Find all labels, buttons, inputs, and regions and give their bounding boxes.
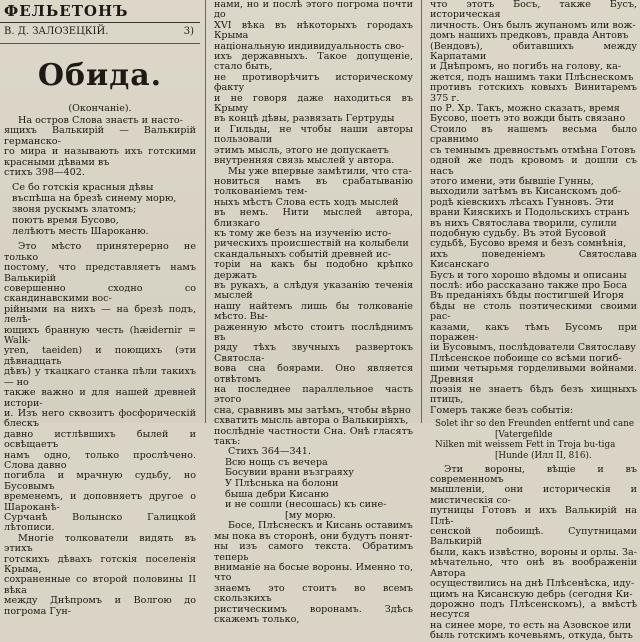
- quote-line: Nilken mit weissem Fett in Troja bu-tiga: [435, 440, 616, 451]
- homer-quote: [427, 419, 640, 461]
- text-line: и не говоря даже находиться въ Крыму: [214, 92, 413, 115]
- text-line: врани Кияскихъ и Подольскихъ странъ: [430, 207, 630, 219]
- text-line: на последнее параллельное часть этого: [214, 384, 413, 406]
- text-line: казами, какъ тѣмъ Бусомъ при поражен-: [430, 321, 637, 343]
- text-line: этого имени, эти бывшіе Гунны,: [430, 175, 594, 187]
- column-1-body: [0, 242, 200, 617]
- text-line: го мира и называють ихъ готскими красными дѣвами въ: [4, 146, 196, 168]
- text-line: въ рукахъ, а слѣдуя указанію теченія мыслей: [214, 279, 413, 302]
- text-line: временемъ, и доповняетъ другое о Шароканѣ-: [4, 491, 196, 513]
- text-line: осуществились на днѣ Плѣсенѣска, иду-: [430, 578, 635, 590]
- text-line: что этотъ Босъ, также Бусъ, историческая: [430, 0, 637, 21]
- text-line: раженную мѣсто стоитъ послѣднимъ въ: [214, 321, 413, 343]
- text-line: послѣдніе частности Сна. Онѣ гласятъ такъ:: [214, 425, 413, 448]
- column-1-text: [0, 116, 200, 178]
- text-line: поэзія не знаетъ бѣдъ безъ хищныхъ птицъ,: [430, 384, 637, 406]
- section-masthead: ФЕЛЬЕТОНЪ: [0, 0, 200, 23]
- text-line: домъ нашихъ предковъ, правда Антовъ: [430, 30, 629, 42]
- text-line: бѣды не столь поэтическими своими рас-: [430, 300, 637, 323]
- text-line: На остров Слова знаєть и насто-: [18, 115, 183, 126]
- text-line: торіи на какъ бы подобно крѣпко держать: [214, 259, 413, 281]
- text-line: Стоило въ нашемъ весьма было сравнимо: [430, 123, 637, 146]
- text-line: Стихъ 364—341.: [228, 446, 311, 458]
- text-line: мѣчательно, что онѣ въ воображеніи Автора: [430, 557, 637, 579]
- text-line: путницы Готовъ и ихъ Валькирій на Плѣ-: [430, 505, 637, 527]
- text-line: родѣ кіевскихъ лѣсахъ Гунновъ. Эти: [430, 196, 614, 208]
- text-line: и Гильды, не чтобы наши авторы пользовали: [214, 123, 413, 146]
- text-line: вова сна боярами. Оно является отвѣтомъ: [214, 363, 413, 385]
- text-line: судьбѣ, Бусово время и безъ сомнѣнія,: [430, 238, 627, 250]
- text-line: мы пока въ сторонѣ, они будутъ понят-: [214, 530, 413, 542]
- text-line: выходили затѣмъ въ Кисанскомъ доб-: [430, 186, 622, 198]
- quote-line-tag: [Vatergefilde: [495, 429, 553, 440]
- text-line: сенской побоищѣ. Супутницами Валькирій: [430, 526, 637, 548]
- text-line: (Вендовъ), обитавшихъ между Карпатами: [430, 40, 637, 63]
- column-2-body: [211, 0, 416, 458]
- text-line: іи Бусовымъ, послѣдователи Святославу: [430, 342, 636, 354]
- column-3-body: [427, 0, 640, 416]
- verse-line: быша дебри Кисаню: [225, 488, 329, 500]
- verse-line: лелѣютъ месть Шароканю.: [12, 225, 149, 237]
- text-line: подобную судьбу. Въ этой Бусовой: [430, 227, 607, 239]
- text-line: ихъ поведеніемъ Святослава Кисанскаго: [430, 248, 637, 271]
- column-1: [0, 0, 200, 617]
- text-line: Босе, Плѣснескъ и Кисань оставимъ: [228, 520, 413, 532]
- text-line: Гомеръ также безъ событія:: [430, 404, 574, 416]
- text-line: Это мѣсто принятерерно не только: [4, 241, 196, 263]
- column-rule: [421, 0, 422, 423]
- text-line: жется, подъ нашимъ таки Плѣснескомъ: [430, 71, 634, 83]
- text-line: не противорѣчитъ историческому факту: [214, 71, 413, 94]
- text-line: ющихъ бранную честь (hæidernir = Walk-: [4, 324, 196, 347]
- text-line: Мы уже впервые замѣтили, что ста-: [228, 165, 412, 177]
- text-line: были, какъ извѣстно, вороны и орлы. За-: [430, 546, 637, 558]
- text-line: давно истлѣвшихъ былей и освѣщаетъ: [4, 428, 196, 451]
- verse-line: Всю нощь съ вечера: [225, 456, 328, 468]
- text-line: скандальныхъ событій древней ис-: [214, 248, 392, 260]
- text-line: быль готскимъ кочевьямъ, откуда, быть: [430, 630, 633, 642]
- text-line: національную индивидуальность сво-: [214, 40, 405, 52]
- text-line: XVI вѣка въ нѣкоторыхъ городахъ Крыма: [214, 19, 413, 42]
- text-line: Бусъ и того хорошо вѣдомы и описаны: [430, 269, 627, 281]
- text-line: рійными на нихъ — на брезѣ подъ, лелѣ-: [4, 303, 196, 326]
- article-subtitle: (Окончаніе).: [68, 103, 132, 114]
- text-line: дорожно подъ Плѣсенскомъ), а вмѣстѣ несутся: [430, 598, 637, 621]
- text-line: ныхъ мѣстъ Слова есть ходъ мыслей: [214, 196, 399, 208]
- verse-quote: [211, 458, 416, 522]
- text-line: щимъ на Кисанскую дебрь (сегодня Ки-: [430, 588, 633, 600]
- byline: [0, 23, 200, 44]
- text-line: одной же подъ кровомъ и дошли съ насъ: [430, 155, 637, 177]
- verse-line: поютъ время Бусово,: [12, 214, 119, 226]
- installment-number: 3): [183, 26, 194, 37]
- text-line: Эти вороны, вѣщіе и въ современномъ: [430, 463, 637, 486]
- author-name: В. Д. ЗАЛОЗЕЦКІЙ.: [4, 26, 109, 37]
- text-line: нами, но и послѣ этого погрома почти до: [214, 0, 413, 21]
- text-line: съ темнымъ древностьмъ отмѣна Готовъ: [430, 144, 636, 156]
- text-line: сохраненные со второй половины II вѣка: [4, 574, 196, 596]
- text-line: въ концѣ дѣвы, развязать Гертруды: [214, 113, 395, 125]
- text-line: нашу найтемъ лишь бы толкованіе мѣсто. Вы-: [214, 300, 413, 323]
- article-title: Обида.: [37, 58, 163, 93]
- text-line: послѣ: ибо рассказано также про Боса: [430, 279, 628, 291]
- text-line: Плѣсенское побоище со всѣми погиб-: [430, 352, 622, 364]
- text-line: ихъ державныхъ. Такое допущеніе, стало быть,: [214, 51, 413, 73]
- text-line: yren, taeiden) и поющихъ (эти дѣвнадцать: [4, 345, 196, 367]
- quote-citation: [Hunde (Илл II, 816).: [495, 451, 592, 462]
- column-2: [211, 0, 416, 626]
- text-line: рическихъ происшествій на колыбели: [214, 238, 409, 250]
- text-line: къ тому же безъ на изученію исто-: [214, 227, 392, 239]
- text-line: Въ преданіяхъ бѣды постигшей Игоря: [430, 290, 624, 302]
- text-line: ящихъ Валькирій — Валькирій германско-: [4, 125, 196, 147]
- verse-line: Босувии врани възграяху: [225, 467, 354, 479]
- text-line: схватить мысль автора о Валькиріяхъ,: [214, 415, 409, 427]
- verse-line: Се бо готскія красныя дѣвы: [12, 182, 154, 194]
- text-line: и. Изъ него сквозитъ фосфорическій блескъ: [4, 407, 196, 430]
- text-line: ны изъ самого текста. Обратимъ теперь: [214, 541, 413, 563]
- text-line: личность. Онъ былъ жупаномъ или вож-: [430, 19, 636, 31]
- verse-line-tag: [му морю.: [285, 509, 336, 521]
- text-line: на синее море, то есть на Азовское или: [430, 619, 632, 631]
- text-line: намъ одно, только прослѣчено. Слова давно: [4, 449, 196, 471]
- text-line: по Р. Хр. Такъ, можно сказать, время: [430, 103, 620, 115]
- text-line: Многіе толкователи видять въ этихъ: [4, 532, 196, 555]
- column-rule: [205, 0, 206, 423]
- text-line: постому, что представляетъ намъ Валькирій: [4, 262, 196, 284]
- text-line: новиться намъ въ срабатыванію толкованіемъ тем-: [214, 175, 413, 198]
- text-line: въ немъ. Нити мыслей автора, близкаго: [214, 207, 413, 229]
- verse-line: въспѣша на брезѣ синему морю,: [12, 193, 177, 205]
- text-line: противъ готскихъ ковыхъ Винитаремъ 375 г.: [430, 82, 637, 104]
- quote-line: Solet ihr so den Freunden entfernt und cane: [435, 419, 635, 430]
- text-line: мышленіи, они историческія и мистическія со-: [430, 484, 637, 506]
- text-line: Бусово, поетъ это вожди быть связано: [430, 113, 626, 125]
- text-line: между Днѣпромъ и Волгою до погрома Гун-: [4, 595, 196, 617]
- verse-line: У Плѣснька на болони: [225, 478, 339, 490]
- text-line: совершенно сходно со скандинавскими вос-: [4, 283, 196, 305]
- text-line: и Днѣпромъ, но погибъ на голову, ка-: [430, 61, 622, 73]
- text-line: погибла и мрачную судьбу, но Бусовымъ: [4, 470, 196, 492]
- text-line: въ нихъ Святослава творили, сулили: [430, 217, 617, 229]
- text-line: Сурчанѣ Волынско Галицкой лѣтописи.: [4, 511, 196, 534]
- text-line: сна, сравнивъ мы затѣмъ, чтобы вѣрно: [214, 404, 411, 416]
- text-line: шими четырьмя горделивыми войнами. Древняя: [430, 363, 637, 385]
- text-line: этимъ мысль, этого не допускаетъ: [214, 144, 389, 156]
- column-3: [427, 0, 640, 642]
- column-3-body-b: [427, 465, 640, 642]
- text-line: внутренняя связь мыслей у автора.: [214, 155, 395, 167]
- text-line: стихъ 398—402.: [4, 167, 85, 179]
- text-line: также важно и для нашей древней истори-: [4, 387, 196, 409]
- verse-quote: [0, 183, 200, 237]
- text-line: дѣвъ) у ткацкаго станка пѣли такихъ — но: [4, 366, 196, 388]
- verse-line: и не сошли (несошась) къ сине-: [225, 499, 387, 511]
- verse-line: звоня рускымъ златомъ;: [12, 204, 137, 216]
- text-line: знаемъ это стоитъ во всемъ скользкихъ: [214, 582, 413, 605]
- column-2-body-b: [211, 521, 416, 625]
- text-line: ряду тѣхъ звучныхъ развертокъ Святосла-: [214, 342, 413, 364]
- text-line: ристическимъ воронамъ. Здѣсь скажемъ только,: [214, 603, 413, 626]
- text-line: вниманіе на босые вороны. Именно то, что: [214, 562, 413, 584]
- text-line: готскихъ дѣвахъ готскія поселенія Крыма,: [4, 553, 196, 576]
